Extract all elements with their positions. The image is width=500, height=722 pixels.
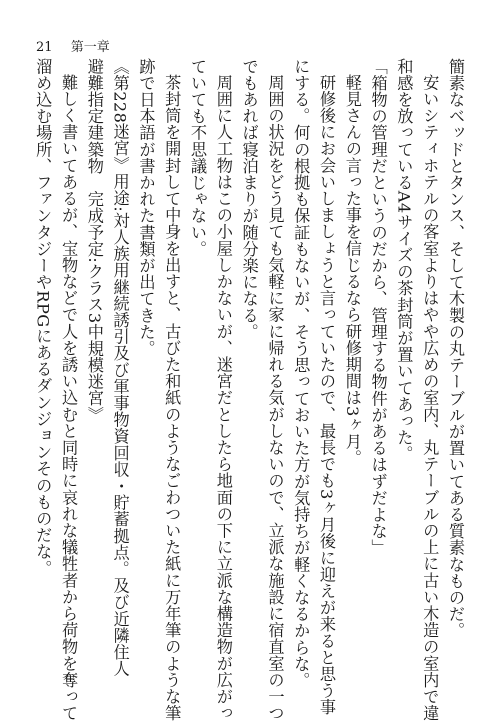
text-line: でもあれば寝泊まりが随分楽になる。 [239,58,259,341]
text-line: 安いシティホテルの客室よりはやや広めの室内、丸テーブルの上に古い木造の室内で違 [420,74,440,722]
chapter-title: 第一章 [70,40,110,55]
text-line: 周囲の状況をどう見ても気軽に家に帰れる気がしないので、立派な施設に宿直室の一つ [265,74,285,722]
text-line: 軽見さんの言った事を信じるなら研修期間は3ヶ月。 [342,74,362,467]
text-line: にする。何の根拠も保証もないが、そう思っておいた方が気持ちが軽くなるからな。 [291,58,311,689]
page-header [36,36,110,55]
text-line: 避難指定建築物 完成予定:クラス3中規模迷宮》 [84,58,104,424]
text-line: 周囲に人工物はこの小屋しかないが、迷宮だとしたら地面の下に立派な構造物が広がっ [213,74,233,722]
text-line: 茶封筒を開封して中身を出すと、古びた和紙のようなごわついた紙に万年筆のような筆 [162,74,182,722]
text-line: 「箱物の管理だというのだから、管理する物件があるはずだよな」 [368,58,388,556]
page-number: 21 [36,40,53,55]
text-line: 溜め込む場所、ファンタジーやRPGにあるダンジョンそのものだな。 [33,58,53,577]
text-line: 跡で日本語が書かれた書類が出てきた。 [136,58,156,357]
text-line: ていても不思議じゃない。 [188,58,208,258]
text-line: 《第228迷宮》用途:対人族用継続誘引及び軍事物資回収・貯蓄拠点。及び近隣住人 [110,58,130,677]
body-text [20,58,468,722]
text-line: 和感を放っているA4サイズの茶封筒が置いてあった。 [394,58,414,463]
text-line: 研修後にお会いしましょうと言っていたので、最長でも3ヶ月後に迎えが来ると思う事 [317,74,337,716]
text-line: 簡素なベッドとタンス、そして木製の丸テーブルが置いてある質素なものだ。 [446,58,465,639]
text-line: 難しく書いてあるが、宝物などで人を誘い込むと同時に哀れな犠牲者から荷物を奪って [59,74,79,722]
